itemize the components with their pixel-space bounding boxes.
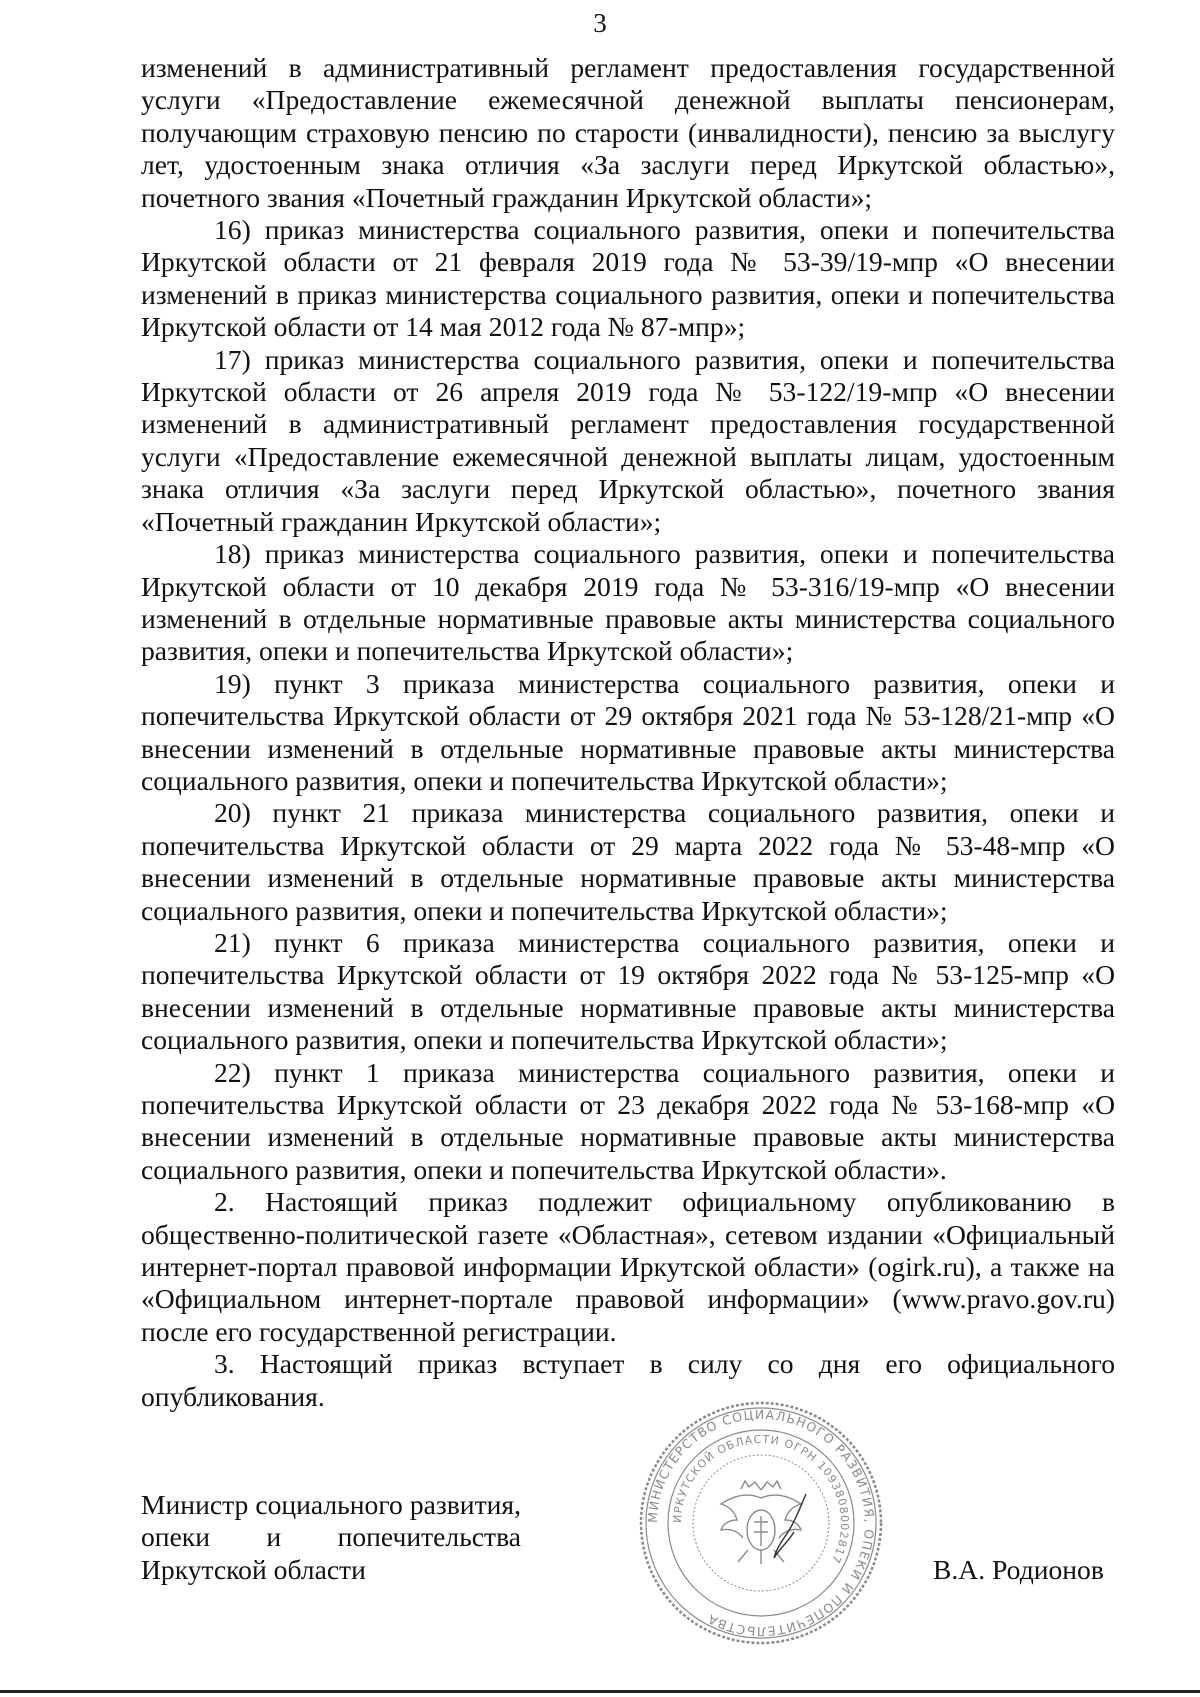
paragraph-item-22: 22) пункт 1 приказа министерства социального развития, опеки и попечительства Иркутской области от 23 декабря 2022 года № 53-168-мпр «О внесении изменений в отдельные нормативные правовые акты министерства социального развития, опеки и попечительства Иркутской области».	[141, 1056, 1115, 1185]
signature-stroke	[774, 1494, 806, 1558]
paragraph-item-16: 16) приказ министерства социального развития, опеки и попечительства Иркутской области от 21 февраля 2019 года № 53-39/19-мпр «О внесении изменений в приказ министерства социального развития, опеки и попечительства Иркутской области от 14 мая 2012 года № 87-мпр»;	[141, 214, 1115, 343]
paragraph-clause-2-publication: 2. Настоящий приказ подлежит официальному опубликованию в общественно-политической газете «Областная», сетевом издании «Официальный интернет-портал правовой информации Иркутской области» (ogirk.ru), а также на «Официальном интернет-портале правовой информации» (www.pravo.gov.ru) после его государственной регистрации.	[141, 1186, 1115, 1347]
document-body	[141, 52, 1115, 1413]
signatory-position-line: Иркутской области	[141, 1553, 366, 1585]
paragraph-item-15-continuation: изменений в административный регламент предоставления государственной услуги «Предоставление ежемесячной денежной выплаты пенсионерам, получающим страховую пенсию по старости (инвалидности), пенсию за выслугу лет, удостоенным знака отличия «За заслуги перед Иркутской областью», почетного звания «Почетный гражданин Иркутской области»;	[141, 52, 1115, 213]
signatory-position	[141, 1489, 521, 1586]
paragraph-item-19: 19) пункт 3 приказа министерства социального развития, опеки и попечительства Иркутской области от 29 октября 2021 года № 53-128/21-мпр «О внесении изменений в отдельные нормативные правовые акты министерства социального развития, опеки и попечительства Иркутской области»;	[141, 667, 1115, 796]
page-number: 3	[593, 8, 607, 38]
paragraph-clause-3-effective-date: 3. Настоящий приказ вступает в силу со дня его официального опубликования.	[141, 1348, 1115, 1412]
signatory-name: В.А. Родионов	[933, 1554, 1104, 1585]
double-headed-eagle-emblem-icon	[721, 1481, 801, 1564]
paragraph-item-20: 20) пункт 21 приказа министерства социального развития, опеки и попечительства Иркутской области от 29 марта 2022 года № 53-48-мпр «О внесении изменений в отдельные нормативные правовые акты министерства социального развития, опеки и попечительства Иркутской области»;	[141, 797, 1115, 926]
paragraph-item-18: 18) приказ министерства социального развития, опеки и попечительства Иркутской области от 10 декабря 2019 года № 53-316/19-мпр «О внесении изменений в отдельные нормативные правовые акты министерства социального развития, опеки и попечительства Иркутской области»;	[141, 538, 1115, 667]
official-seal-stamp	[636, 1398, 886, 1648]
page-bottom-edge	[0, 1690, 1200, 1693]
paragraph-item-17: 17) приказ министерства социального развития, опеки и попечительства Иркутской области от 26 апреля 2019 года № 53-122/19-мпр «О внесении изменений в административный регламент предоставления государственной услуги «Предоставление ежемесячной денежной выплаты лицам, удостоенным знака отличия «За заслуги перед Иркутской областью», почетного звания «Почетный гражданин Иркутской области»;	[141, 343, 1115, 537]
seal-inner-text: ИРКУТСКОЙ ОБЛАСТИ ОГРН 1093808002817	[670, 1432, 852, 1566]
signatory-position-line: опеки и попечительства	[141, 1521, 521, 1553]
paragraph-item-21: 21) пункт 6 приказа министерства социального развития, опеки и попечительства Иркутской области от 19 октября 2022 года № 53-125-мпр «О внесении изменений в отдельные нормативные правовые акты министерства социального развития, опеки и попечительства Иркутской области»;	[141, 926, 1115, 1056]
signatory-position-line: Министр социального развития,	[141, 1489, 521, 1520]
seal-outer-text: МИНИСТЕРСТВО СОЦИАЛЬНОГО РАЗВИТИЯ, ОПЕКИ И ПОПЕЧИТЕЛЬСТВА	[644, 1406, 878, 1640]
